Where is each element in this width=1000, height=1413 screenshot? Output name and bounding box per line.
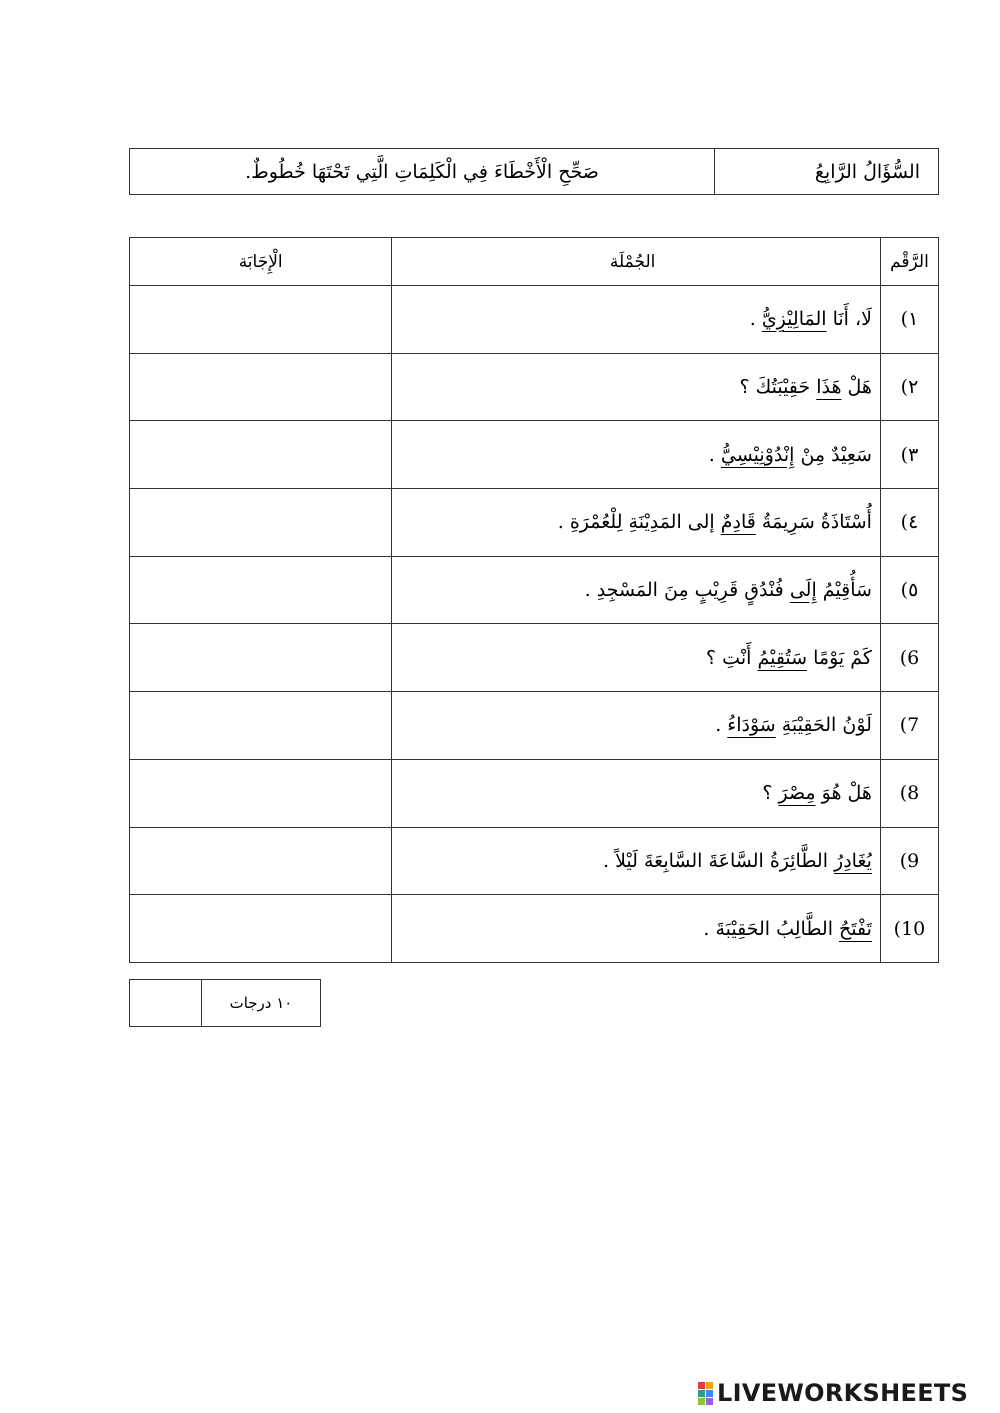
answer-input[interactable]: [143, 434, 391, 476]
row-number: ٥): [880, 556, 938, 624]
answer-cell[interactable]: [130, 827, 392, 895]
sentence-pre: كَمْ يَوْمًا: [807, 646, 872, 669]
row-number: 10): [880, 895, 938, 963]
header-sentence: الجُمْلَة: [392, 238, 881, 286]
row-number: 6): [880, 624, 938, 692]
sentence-pre: هَلْ هُوَ: [815, 782, 872, 805]
answer-input[interactable]: [143, 704, 391, 746]
underlined-error-word: قَادِمٌ: [720, 511, 756, 534]
underlined-error-word: إِلَى: [789, 579, 817, 602]
sentence-pre: لَوْنُ الحَقِيْبَةِ: [775, 714, 872, 737]
sentence-cell: [392, 692, 881, 760]
sentence-cell: [392, 624, 881, 692]
table-row: [130, 556, 939, 624]
sentence-post: أَنْتِ ؟: [706, 646, 758, 669]
table-row: [130, 286, 939, 354]
table-row: [130, 895, 939, 963]
table-row: [130, 759, 939, 827]
underlined-error-word: سَتُقِيْمُ: [757, 646, 808, 669]
underlined-error-word: يُغَادِرُ: [834, 849, 872, 872]
sentence-post: ؟: [762, 782, 779, 805]
question-header: [129, 148, 939, 195]
row-number: ١): [880, 286, 938, 354]
row-number: 7): [880, 692, 938, 760]
logo-mark-icon: [698, 1382, 713, 1405]
logo-text: LIVEWORKSHEETS: [717, 1379, 969, 1407]
sentence-cell: [392, 895, 881, 963]
sentence-cell: [392, 286, 881, 354]
underlined-error-word: مِصْرَ: [778, 782, 816, 805]
sentence-pre: هَلْ: [841, 376, 872, 399]
underlined-error-word: هَذَا: [816, 376, 842, 399]
underlined-error-word: المَالِيْزِيُّ: [761, 308, 827, 331]
answer-input[interactable]: [143, 637, 391, 679]
header-number: الرَّقْم: [880, 238, 938, 286]
sentence-post: .: [708, 443, 721, 466]
sentence-cell: [392, 353, 881, 421]
answer-cell[interactable]: [130, 489, 392, 557]
answer-cell[interactable]: [130, 759, 392, 827]
sentence-post: الطَّالِبُ الحَقِيْبَةَ .: [703, 917, 840, 940]
sentence-pre: سَأُقِيْمُ: [816, 579, 872, 602]
instruction-text: صَحِّحِ الْأَخْطَاءَ فِي الْكَلِمَاتِ الَّتِي تَحْتَهَا خُطُوطٌ.: [130, 149, 715, 195]
answer-input[interactable]: [143, 366, 391, 408]
sentence-post: .: [715, 714, 728, 737]
sentence-pre: لَا، أَنَا: [826, 308, 872, 331]
table-row: [130, 489, 939, 557]
answer-input[interactable]: [143, 501, 391, 543]
score-entry-cell[interactable]: [130, 980, 202, 1027]
header-answer: الْإِجَابَة: [130, 238, 392, 286]
row-number: ٣): [880, 421, 938, 489]
answer-cell[interactable]: [130, 556, 392, 624]
table-row: [130, 692, 939, 760]
score-label: ١٠ درجات: [201, 980, 320, 1027]
answer-cell[interactable]: [130, 624, 392, 692]
underlined-error-word: تَفْتَحُ: [839, 917, 872, 940]
sentence-cell: [392, 556, 881, 624]
answer-input[interactable]: [143, 298, 391, 340]
table-row: [130, 353, 939, 421]
sentence-cell: [392, 759, 881, 827]
sentence-cell: [392, 489, 881, 557]
row-number: ٢): [880, 353, 938, 421]
sentence-pre: سَعِيْدٌ مِنْ: [794, 443, 872, 466]
answer-cell[interactable]: [130, 286, 392, 354]
exercise-table: [129, 237, 939, 963]
table-header-row: [130, 238, 939, 286]
sentence-pre: أُسْتَاذَةُ سَرِيمَةُ: [755, 511, 872, 534]
score-box: [129, 979, 321, 1027]
answer-cell[interactable]: [130, 353, 392, 421]
answer-cell[interactable]: [130, 692, 392, 760]
answer-input[interactable]: [143, 908, 391, 950]
sentence-post: حَقِيْبَتُكَ ؟: [739, 376, 817, 399]
row-number: ٤): [880, 489, 938, 557]
answer-input[interactable]: [143, 569, 391, 611]
answer-input[interactable]: [143, 772, 391, 814]
question-label: السُّؤَالُ الرَّابِعُ: [715, 149, 939, 195]
row-number: 9): [880, 827, 938, 895]
liveworksheets-logo: [698, 1378, 968, 1408]
underlined-error-word: سَوْدَاءُ: [727, 714, 776, 737]
answer-cell[interactable]: [130, 421, 392, 489]
score-input[interactable]: [131, 984, 195, 1022]
sentence-cell: [392, 421, 881, 489]
sentence-post: .: [749, 308, 762, 331]
answer-input[interactable]: [143, 840, 391, 882]
sentence-post: إلى المَدِيْنَةِ لِلْعُمْرَةِ .: [557, 511, 721, 534]
row-number: 8): [880, 759, 938, 827]
underlined-error-word: إِنْدُوْنِيْسِيُّ: [720, 443, 795, 466]
sentence-post: فُنْدُقٍ قَرِيْبٍ مِنَ المَسْجِدِ .: [584, 579, 790, 602]
sentence-post: الطَّائِرَةُ السَّاعَةَ السَّابِعَةَ لَيْلاً .: [603, 849, 835, 872]
table-row: [130, 624, 939, 692]
table-row: [130, 827, 939, 895]
table-row: [130, 421, 939, 489]
sentence-cell: [392, 827, 881, 895]
answer-cell[interactable]: [130, 895, 392, 963]
